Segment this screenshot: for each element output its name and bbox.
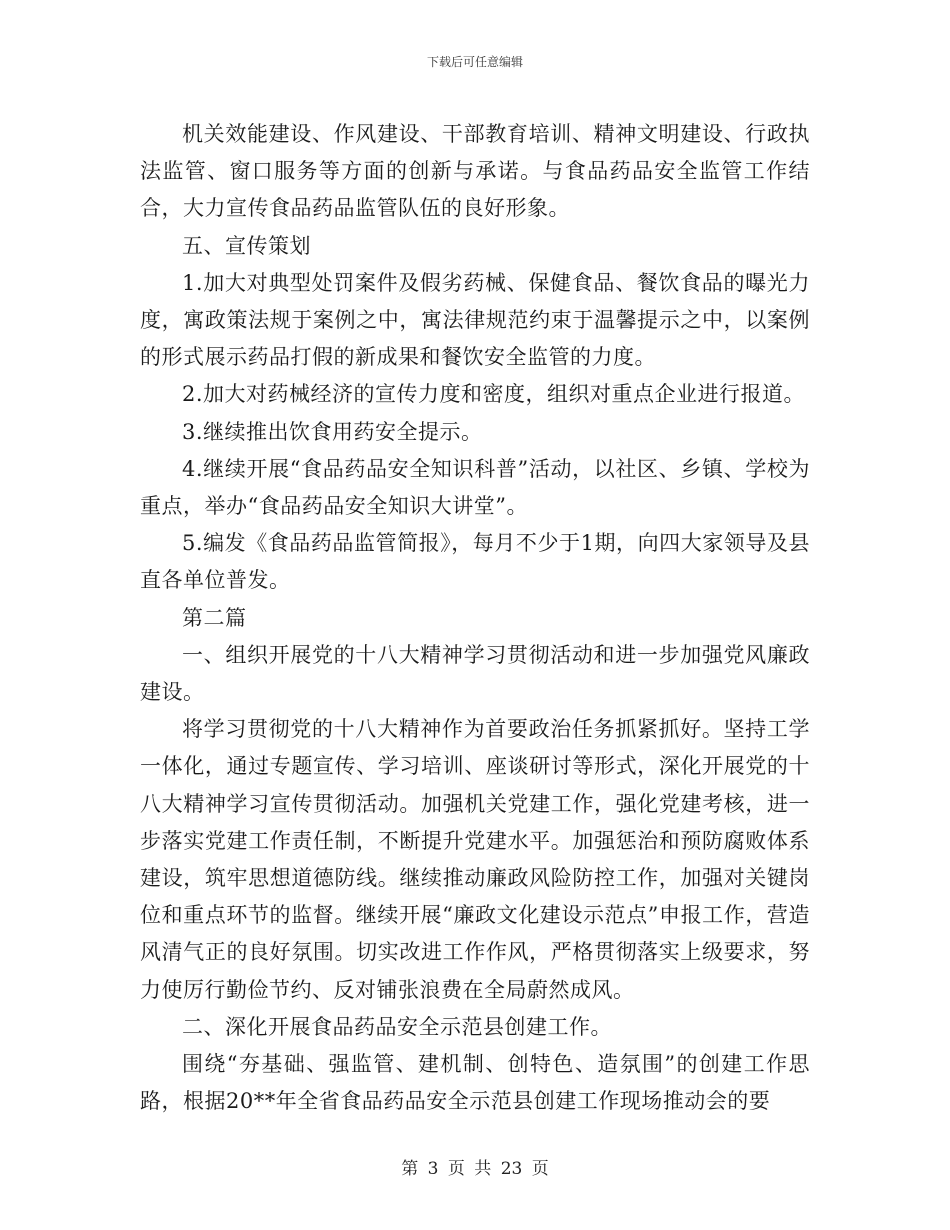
- paragraph: 2.加大对药械经济的宣传力度和密度，组织对重点企业进行报道。: [182, 382, 806, 407]
- paragraph: 围绕“夯基础、强监管、建机制、创特色、造氛围”的创建工作思路，根据20**年全省食品药品安全示范县创建工作现场推动会的要: [140, 1052, 810, 1114]
- paragraph: 3.继续推出饮食用药安全提示。: [182, 419, 483, 444]
- paragraph: 机关效能建设、作风建设、干部教育培训、精神文明建设、行政执法监管、窗口服务等方面的创新与承诺。与食品药品安全监管工作结合，大力宣传食品药品监管队伍的良好形象。: [140, 122, 810, 221]
- paragraph: 4.继续开展“食品药品安全知识科普”活动，以社区、乡镇、学校为重点，举办“食品药品安全知识大讲堂”。: [140, 456, 810, 519]
- section-heading: 第二篇: [182, 605, 247, 630]
- section-heading: 一、组织开展党的十八大精神学习贯彻活动和进一步加强党风廉政建设。: [140, 642, 810, 705]
- section-heading: 二、深化开展食品药品安全示范县创建工作。: [182, 1014, 612, 1039]
- page-footer: 第 3 页 共 23 页: [401, 1159, 549, 1179]
- paragraph: 1.加大对典型处罚案件及假劣药械、保健食品、餐饮食品的曝光力度，寓政策法规于案例之中，寓法律规范约束于温馨提示之中，以案例的形式展示药品打假的新成果和餐饮安全监管的力度。: [140, 270, 810, 370]
- paragraph: 将学习贯彻党的十八大精神作为首要政治任务抓紧抓好。坚持工学一体化，通过专题宣传、学习培训、座谈研讨等形式，深化开展党的十八大精神学习宣传贯彻活动。加强机关党建工作，强化党建考核，进一步落实党建工作责任制，不断提升党建水平。加强惩治和预防腐败体系建设，筑牢思想道德防线。继续推动廉政风险防控工作，加强对关键岗位和重点环节的监督。继续开展“廉政文化建设示范点”申报工作，营造风清气正的良好氛围。切实改进工作作风，严格贯彻落实上级要求，努力使厉行勤俭节约、反对铺张浪费在全局蔚然成风。: [140, 717, 810, 1002]
- section-heading: 五、宣传策划: [182, 233, 311, 258]
- paragraph: 5.编发《食品药品监管简报》，每月不少于1期，向四大家领导及县直各单位普发。: [140, 531, 810, 593]
- document-body: [140, 116, 810, 1120]
- page-header: 下载后可任意编辑: [426, 55, 523, 69]
